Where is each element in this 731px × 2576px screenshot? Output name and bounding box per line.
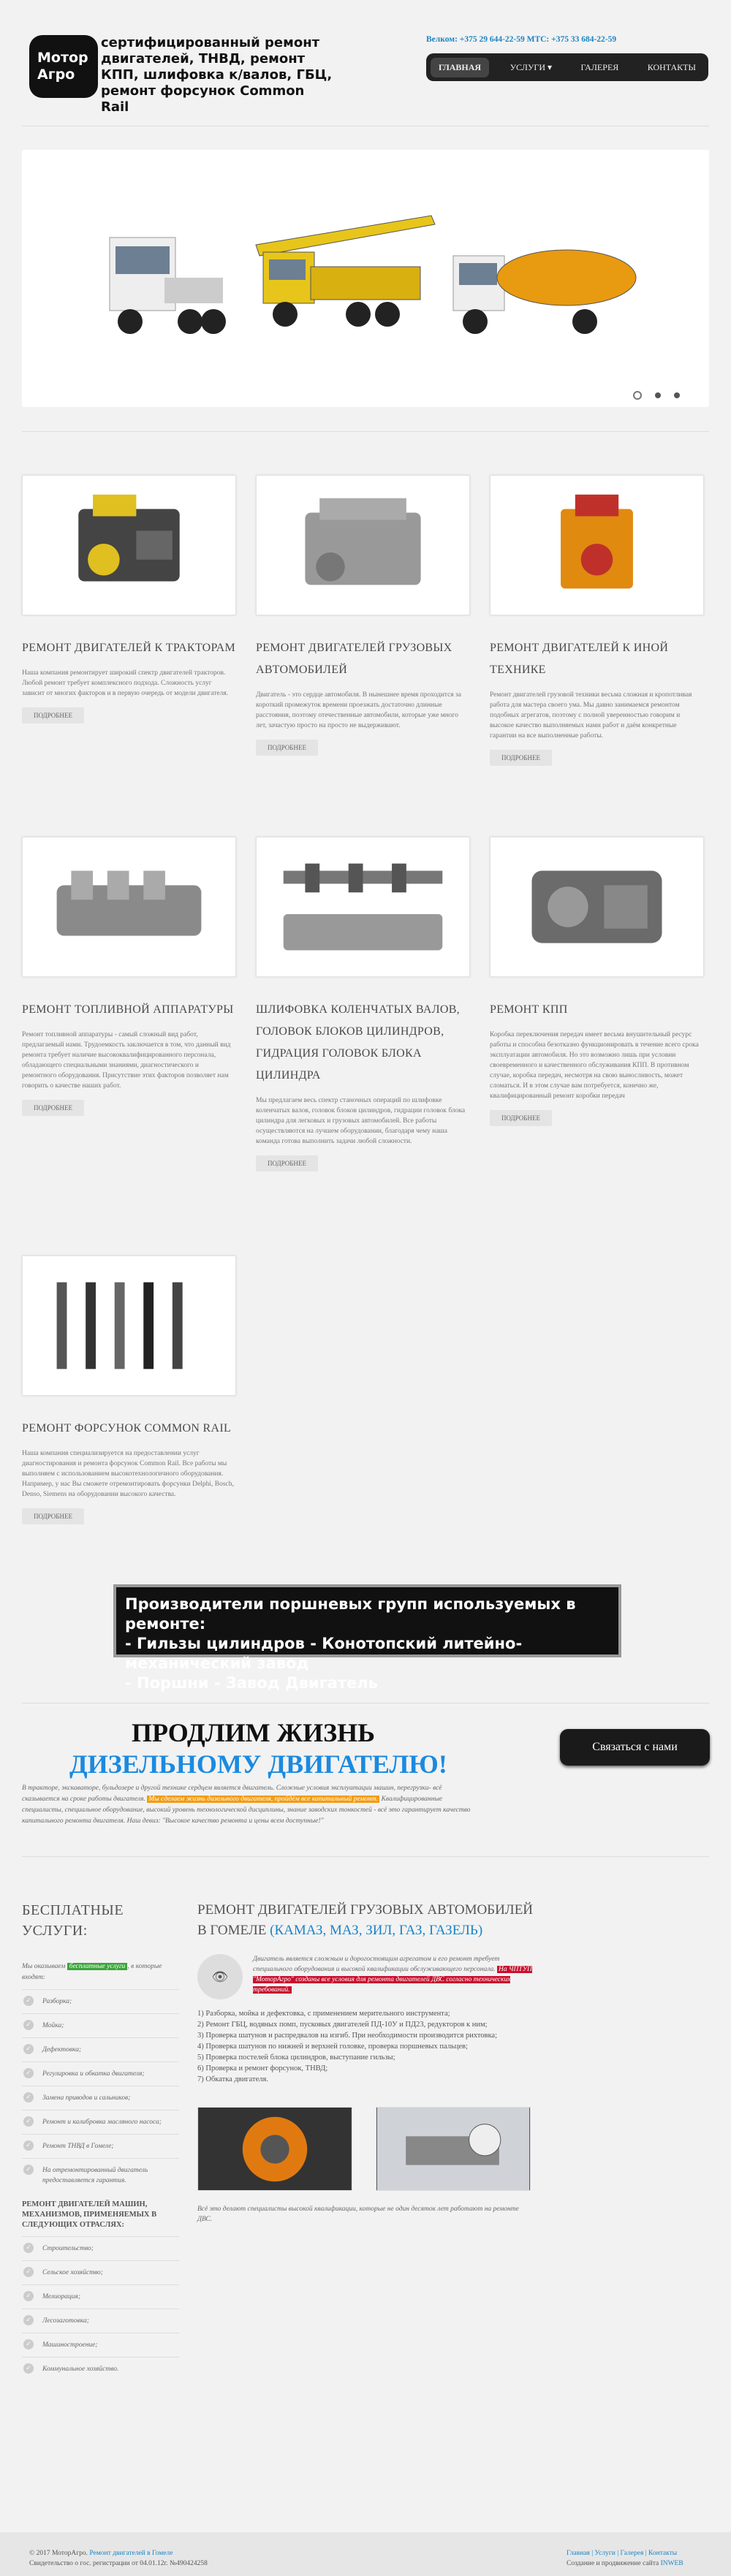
- service-card: [256, 837, 482, 1171]
- hero-slider[interactable]: [22, 150, 709, 407]
- item-text: Мойка;: [42, 2022, 64, 2029]
- developer-link[interactable]: INWEB: [660, 2560, 683, 2567]
- card-text: Ремонт двигателей грузовой техники весьма сложная и кропотливая работа для мастера своего ума. Мы давно занимаемся ремонтом подобных агрегатов, поэтому с полной уверенностью говорим и высокое качество выполняемых нами работ и даём конкретные гарантии на все выполненные работы.: [490, 691, 692, 740]
- final-text: Всё это делают специалисты высокой квалификации, которые не один десяток лет работают на ремонте ДВС.: [197, 2205, 519, 2223]
- divider: [22, 1856, 709, 1857]
- more-button[interactable]: ПОДРОБНЕЕ: [22, 1508, 84, 1524]
- nav-contacts[interactable]: КОНТАКТЫ: [647, 61, 696, 72]
- service-card: [22, 1255, 249, 1524]
- step-item: 4) Проверка шатунов по нижней и верхней головке, проверка поршневых пальцев;: [197, 2043, 468, 2051]
- developer-text: Создание и продвижение сайта: [567, 2560, 659, 2567]
- item-text: Замена приводов и сальников;: [42, 2094, 131, 2102]
- tractor-engine-image: [22, 475, 236, 615]
- check-icon: ✓: [23, 1996, 34, 2006]
- card-text: Наша компания специализируется на предоставлении услуг диагностирования и ремонта форсунок Common Rail. Все работы мы выполняем с использованием высокотехнологичного оборудования. Например, у нас Вы сможете отремонтировать форсунки Delphi, Bosch, Denso, Siemens на оборудовании высокого качества.: [22, 1450, 234, 1498]
- other-engine-image: [490, 475, 704, 615]
- item-text: Разборка;: [42, 1998, 72, 2005]
- step-item: 6) Проверка и ремонт форсунок, ТНВД;: [197, 2064, 328, 2072]
- list-item: [22, 2284, 179, 2309]
- note-text: Мы оказываем: [22, 1963, 66, 1970]
- more-button[interactable]: ПОДРОБНЕЕ: [490, 1110, 552, 1126]
- step-item: 5) Проверка постелей блока цилиндров, выступание гильзы;: [197, 2053, 395, 2062]
- more-button[interactable]: ПОДРОБНЕЕ: [22, 707, 84, 723]
- check-icon: ✓: [23, 2315, 34, 2325]
- slider-dot[interactable]: [633, 391, 642, 400]
- title-text: РЕМОНТ ДВИГАТЕЛЕЙ ГРУЗОВЫХ АВТОМОБИЛЕЙ В ГОМЕЛЕ: [197, 1902, 534, 1938]
- check-icon: ✓: [23, 2068, 34, 2078]
- item-text: На отремонтированный двигатель предоставляется гарантия.: [42, 2167, 148, 2184]
- registration: Свидетельство о гос. регистрации от 04.01.12г. №490424258: [29, 2560, 208, 2567]
- promo-title: ПРОДЛИМ ЖИЗНЬ: [132, 1718, 375, 1747]
- sidebar: [22, 1900, 179, 2381]
- footer-home-link[interactable]: Ремонт двигателей в Гомеле: [89, 2550, 173, 2557]
- step-item: 2) Ремонт ГБЦ, водяных помп, пусковых двигателей ПД-10У и ПД23, редукторов к ним;: [197, 2021, 488, 2029]
- industries-title: РЕМОНТ ДВИГАТЕЛЕЙ МАШИН, МЕХАНИЗМОВ, ПРИМЕНЯЕМЫХ В СЛЕДУЮЩИХ ОТРАСЛЯХ:: [22, 2200, 157, 2229]
- industries-list: [22, 2236, 179, 2381]
- truck-engine-image: [256, 475, 470, 615]
- list-item: [22, 2333, 179, 2357]
- check-icon: ✓: [23, 2020, 34, 2030]
- item-text: Мелиорация;: [42, 2293, 80, 2300]
- article-highlight: На ЧПТУП "МоторАгро" созданы все условия для ремонта двигателей ДВС согласно технических требований.: [253, 1966, 532, 1994]
- phones: Велком: +375 29 644-22-59 МТС: +375 33 684-22-59: [426, 35, 617, 44]
- check-icon: ✓: [23, 2243, 34, 2253]
- item-text: Коммунальное хозяйство.: [42, 2366, 119, 2373]
- card-title: РЕМОНТ ДВИГАТЕЛЕЙ ГРУЗОВЫХ АВТОМОБИЛЕЙ: [256, 642, 452, 676]
- check-icon: ✓: [23, 2165, 34, 2175]
- slider-dot[interactable]: [674, 392, 680, 398]
- check-icon: ✓: [23, 2116, 34, 2127]
- item-text: Строительство;: [42, 2245, 94, 2252]
- nav-gallery[interactable]: ГАЛЕРЕЯ: [580, 61, 619, 72]
- slider-dots: [633, 391, 680, 400]
- list-item: [22, 2309, 179, 2333]
- promo-highlight: Мы сделаем жизнь дизельного двигателя, пройдём все капитальный ремонт.: [148, 1796, 379, 1803]
- banner-line: Производители поршневых групп используемых в ремонте:: [125, 1595, 576, 1633]
- article-text: Двигатель является сложным и дорогостоящим агрегатом и его ремонт требует специального оборудования и высокой квалификации обслуживающего персонала.: [253, 1956, 500, 1973]
- list-item: [22, 2110, 179, 2134]
- card-title: РЕМОНТ ФОРСУНОК COMMON RAIL: [22, 1422, 232, 1435]
- title-brands: (КАМАЗ, МАЗ, ЗИЛ, ГАЗ, ГАЗЕЛЬ): [270, 1923, 483, 1938]
- sidebar-title: БЕСПЛАТНЫЕ УСЛУГИ:: [22, 1902, 124, 1939]
- check-icon: ✓: [23, 2140, 34, 2151]
- list-item: [22, 2134, 179, 2158]
- contact-us-button[interactable]: Связаться с нами: [560, 1729, 710, 1766]
- more-button[interactable]: ПОДРОБНЕЕ: [22, 1100, 84, 1116]
- divider: [22, 431, 709, 432]
- item-text: Лесозаготовка;: [42, 2317, 89, 2325]
- item-text: Машиностроение;: [42, 2341, 98, 2349]
- card-title: РЕМОНТ КПП: [490, 1003, 568, 1016]
- card-title: РЕМОНТ ДВИГАТЕЛЕЙ К ИНОЙ ТЕХНИКЕ: [490, 642, 669, 676]
- banner-line: - Поршни - Завод Двигатель: [125, 1674, 378, 1692]
- service-card: [490, 475, 716, 766]
- main-article: [197, 1900, 534, 2224]
- service-card: [490, 837, 716, 1126]
- wheel-hub-image: [197, 2107, 352, 2191]
- item-text: Дефектовка;: [42, 2046, 82, 2053]
- list-item: [22, 2357, 179, 2381]
- card-text: Мы предлагаем весь спектр станочных операций по шлифовке коленчатых валов, головок блоков цилиндров, гидрации головок блока цилиндра для легковых и грузовых автомобилей. Все работы осуществляются на лучшем оборудовании, благодаря чему наша команда готова выполнить задачи любой сложности.: [256, 1097, 466, 1145]
- service-card: [22, 475, 249, 723]
- site-slogan: сертифицированный ремонт двигателей, ТНВД, ремонт КПП, шлифовка к/валов, ГБЦ, ремонт форсунок Common Rail: [101, 35, 333, 115]
- list-item: [22, 2013, 179, 2037]
- manufacturers-banner: [113, 1584, 621, 1692]
- list-item: [22, 2037, 179, 2062]
- promo-text: Квалифицированные специалисты, специальное оборудование, высокий уровень технологической дисциплины, знание заводских тонкостей - всё это гарантирует качество капитального ремонта двигателя. Наш девиз: "Высокое качество ремонта и цены всем доступные!": [22, 1796, 471, 1825]
- promo-intro: [22, 1783, 471, 1827]
- fuel-pump-image: [22, 837, 236, 977]
- item-text: Сельское хозяйство;: [42, 2269, 103, 2276]
- step-item: 3) Проверка шатунов и распредвалов на изгиб. При необходимости производится рихтовка;: [197, 2032, 498, 2040]
- slider-dot[interactable]: [655, 392, 661, 398]
- more-button[interactable]: ПОДРОБНЕЕ: [256, 1155, 318, 1171]
- check-icon: ✓: [23, 2291, 34, 2301]
- step-item: 1) Разборка, мойка и дефектовка, с применением мерительного инструмента;: [197, 2010, 450, 2018]
- step-item: 7) Обкатка двигателя.: [197, 2075, 269, 2083]
- service-card: [256, 475, 482, 756]
- check-icon: ✓: [23, 2092, 34, 2102]
- trucks-illustration: [22, 150, 709, 407]
- note-highlight: бесплатные услуги: [67, 1963, 128, 1970]
- more-button[interactable]: ПОДРОБНЕЕ: [256, 740, 318, 756]
- intro-box: [197, 1954, 534, 1999]
- free-services-list: [22, 1989, 179, 2192]
- nav-home[interactable]: ГЛАВНАЯ: [431, 58, 489, 77]
- list-item: [22, 1989, 179, 2013]
- intro-text: [253, 1954, 534, 1999]
- article-title: [197, 1900, 534, 1941]
- injectors-image: [22, 1255, 236, 1396]
- copyright: © 2017 МоторАгро.: [29, 2550, 88, 2557]
- more-button[interactable]: ПОДРОБНЕЕ: [490, 750, 552, 766]
- list-item: [22, 2158, 179, 2192]
- logo[interactable]: Мотор Агро: [29, 35, 98, 98]
- list-item: [22, 2260, 179, 2284]
- footer-left: [29, 2548, 208, 2569]
- card-text: Коробка переключения передач имеет весьма внушительный ресурс работы и способна безотказно функционировать в течение всего срока эксплуатации автомобиля. Но это возможно лишь при условии своевременного и качественного обслуживания КПП. В противном случае, коробка передач, несмотря на свою выносливость, может сломаться. И в этом случае вам потребуется, конечно же, квалифицированный ремонт коробки передач: [490, 1031, 699, 1100]
- item-text: Регулировка и обкатка двигателя;: [42, 2070, 145, 2078]
- crankshaft-image: [256, 837, 470, 977]
- item-text: Ремонт ТНВД в Гомеле;: [42, 2143, 114, 2150]
- tanker-truck-icon: [453, 250, 636, 334]
- service-card: [22, 837, 249, 1116]
- sidebar-note: [22, 1961, 179, 1983]
- card-title: РЕМОНТ ТОПЛИВНОЙ АППАРАТУРЫ: [22, 1003, 234, 1016]
- truck-maz-icon: [110, 238, 226, 334]
- site-header: [0, 0, 731, 124]
- card-text: Наша компания ремонтирует широкий спектр двигателей тракторов. Любой ремонт требует комплексного подхода. Сложность услуг зависит от многих факторов и в первую очередь от модели двигателя.: [22, 669, 229, 697]
- item-text: Ремонт и калибровка масляного насоса;: [42, 2119, 162, 2126]
- card-text: Двигатель - это сердце автомобиля. В нынешнее время проходится за короткий промежуток времени проезжать достаточно длинные расстояния, поэтому отечественные автомобили, которые уже много лет, зачастую просто на просто не выдерживают.: [256, 691, 462, 729]
- main-nav: [426, 53, 708, 81]
- work-steps: [197, 2008, 534, 2085]
- note-text: , в которые входят:: [22, 1963, 162, 1981]
- site-footer: [0, 2532, 731, 2576]
- crane-truck-icon: [256, 216, 435, 327]
- promo-text: В тракторе, экскаваторе, бульдозере и другой технике сердцем является двигатель. Сложные условия эксплуатации машин, перегрузки- всё сказывается на сроке работы двигателя.: [22, 1785, 442, 1803]
- footer-right: [567, 2548, 683, 2569]
- check-icon: ✓: [23, 2363, 34, 2374]
- list-item: [22, 2236, 179, 2260]
- check-icon: ✓: [23, 2044, 34, 2054]
- card-title: ШЛИФОВКА КОЛЕНЧАТЫХ ВАЛОВ, ГОЛОВОК БЛОКОВ ЦИЛИНДРОВ, ГИДРАЦИЯ ГОЛОВОК БЛОКА ЦИЛИНДРА: [256, 1003, 460, 1082]
- nav-services-label: УСЛУГИ: [510, 61, 546, 72]
- eye-icon: 👁: [197, 1954, 243, 1999]
- list-item: [22, 2062, 179, 2086]
- nav-services[interactable]: УСЛУГИ ▾: [510, 61, 553, 72]
- check-icon: ✓: [23, 2267, 34, 2277]
- check-icon: ✓: [23, 2339, 34, 2349]
- card-text: Ремонт топливной аппаратуры - самый сложный вид работ, предлагаемый нами. Трудоемкость заключается в том, что данный вид ремонта требует наличие высококвалифицированного персонала, обладающего специальными знаниями, диагностического и ремонтного оборудования. Присутствие этих факторов позволяет нам говорить о качестве наших работ.: [22, 1031, 231, 1090]
- measuring-image: [376, 2107, 531, 2191]
- list-item: [22, 2086, 179, 2110]
- promo-subtitle: ДИЗЕЛЬНОМУ ДВИГАТЕЛЮ!: [69, 1749, 447, 1779]
- article-images: [197, 2107, 534, 2191]
- gearbox-image: [490, 837, 704, 977]
- footer-nav-links[interactable]: Главная | Услуги | Галерея | Контакты: [567, 2550, 678, 2557]
- banner-line: - Гильзы цилиндров - Конотопский литейно-механический завод: [125, 1635, 523, 1672]
- card-title: РЕМОНТ ДВИГАТЕЛЕЙ К ТРАКТОРАМ: [22, 642, 236, 654]
